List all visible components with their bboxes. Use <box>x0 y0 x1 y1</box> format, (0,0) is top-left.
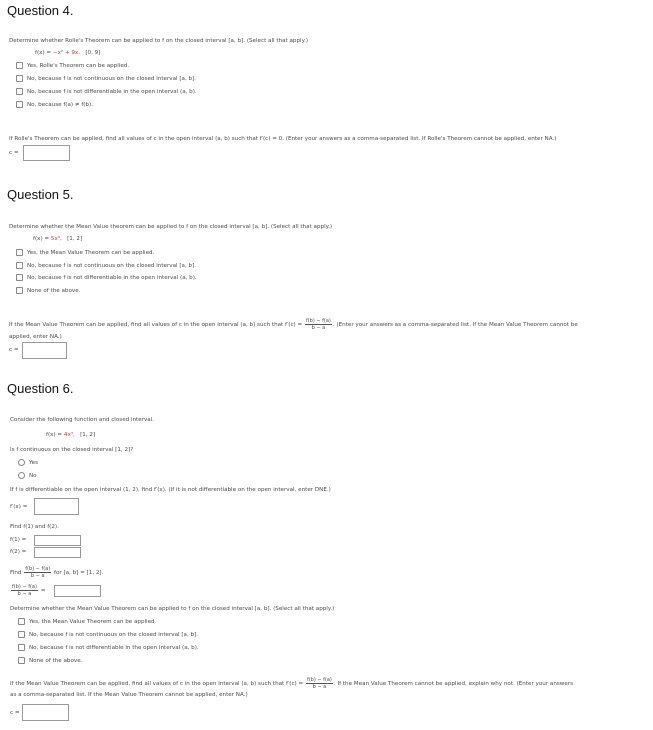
radio-label: Yes <box>29 460 39 466</box>
q5-func-lhs: f(x) = <box>33 236 51 242</box>
fraction-denominator: b − a <box>312 684 327 690</box>
q6-f2-input[interactable] <box>34 547 81 558</box>
q6-followup-part1: If the Mean Value Theorem can be applied, find all values of c in the open interval (a, b) such that f′(c) = <box>10 681 304 687</box>
q6-c-label: c = <box>10 710 20 716</box>
q6-option-1[interactable] <box>18 618 156 625</box>
option-label: None of the above. <box>29 658 83 664</box>
q4-option-4[interactable] <box>16 101 93 108</box>
q5-func-interval: [1, 2] <box>67 236 83 242</box>
option-label: No, because f(a) ≠ f(b). <box>27 102 94 108</box>
radio-button[interactable] <box>18 459 25 466</box>
q4-followup: If Rolle's Theorem can be applied, find all values of c in the open interval (a, b) such that f′(c) = 0. (Enter your answers as a comma-separated list. If Rolle's Theorem cannot be applied, enter NA.) <box>9 136 557 142</box>
checkbox[interactable] <box>16 88 23 95</box>
fraction-denominator: b − a <box>311 325 326 331</box>
q5-option-2[interactable] <box>16 262 196 269</box>
q6-f2-label: f(2) = <box>10 549 27 555</box>
fraction-numerator: f(b) − f(a) <box>306 677 332 683</box>
q5-option-3[interactable] <box>16 274 197 281</box>
q5-func-expr: 5x³, <box>50 236 62 242</box>
checkbox[interactable] <box>18 644 25 651</box>
q4-option-3[interactable] <box>16 88 197 95</box>
q6-followup-part2: . If the Mean Value Theorem cannot be applied, explain why not. (Enter your answers <box>333 681 574 687</box>
q6-fraction-input[interactable] <box>54 585 101 597</box>
checkbox[interactable] <box>16 262 23 269</box>
q6-f1-label: f(1) = <box>10 537 27 543</box>
option-label: No, because f is not differentiable in the open interval (a, b). <box>27 89 197 95</box>
checkbox[interactable] <box>16 274 23 281</box>
q6-radio-no[interactable] <box>18 472 37 479</box>
radio-button[interactable] <box>18 472 25 479</box>
question-5-title: Question 5. <box>7 187 74 202</box>
checkbox[interactable] <box>16 101 23 108</box>
checkbox[interactable] <box>18 631 25 638</box>
option-label: Yes, Rolle's Theorem can be applied. <box>27 63 130 69</box>
q5-c-input[interactable] <box>22 342 67 359</box>
q6-intro: Consider the following function and closed interval. <box>10 417 155 423</box>
option-label: No, because f is not continuous on the closed interval [a, b]. <box>29 632 199 638</box>
q5-followup-part2: . (Enter your answers as a comma-separated list. If the Mean Value Theorem cannot be <box>332 322 578 328</box>
q6-f1-input[interactable] <box>34 535 81 546</box>
q4-func-lhs: f(x) = <box>35 50 53 56</box>
q6-function <box>46 432 95 438</box>
q6-option-4[interactable] <box>18 657 82 664</box>
q6-option-2[interactable] <box>18 631 198 638</box>
q5-followup <box>9 318 578 331</box>
q5-option-4[interactable] <box>16 287 80 294</box>
q6-fprime-input[interactable] <box>34 498 79 515</box>
q6-option-3[interactable] <box>18 644 199 651</box>
q6-followup-fraction <box>306 677 333 690</box>
q6-func-lhs: f(x) = <box>46 432 64 438</box>
q6-diff-prompt: If f is differentiable on the open interval (1, 2), find f′(x). (If it is not differentiable on the open interval, enter DNE.) <box>10 487 331 493</box>
option-label: No, because f is not continuous on the closed interval [a, b]. <box>27 263 197 269</box>
fraction-numerator: f(b) − f(a) <box>305 318 331 324</box>
q4-c-label: c = <box>9 150 19 156</box>
fraction-numerator: f(b) − f(a) <box>12 584 37 590</box>
q6-followup <box>10 677 573 690</box>
q5-option-1[interactable] <box>16 249 154 256</box>
q6-find-f-prompt: Find f(1) and f(2). <box>10 524 59 530</box>
option-label: Yes, the Mean Value Theorem can be applied. <box>29 619 157 625</box>
option-label: No, because f is not differentiable in the open interval (a, b). <box>29 645 199 651</box>
q6-fprime-label: f′(x) = <box>10 504 28 510</box>
q6-c-input[interactable] <box>22 704 69 721</box>
q4-prompt: Determine whether Rolle's Theorem can be applied to f on the closed interval [a, b]. (Select all that apply.) <box>9 38 309 44</box>
checkbox[interactable] <box>16 249 23 256</box>
q4-func-expr: −x² + 9x, <box>52 50 81 56</box>
question-6-title: Question 6. <box>7 381 74 396</box>
q6-find-label: Find <box>10 570 22 576</box>
q5-fraction <box>305 318 332 331</box>
q6-continuity-question: Is f continuous on the closed interval [1, 2]? <box>10 447 134 453</box>
fraction-denominator: b − a <box>30 573 45 579</box>
q4-option-2[interactable] <box>16 75 196 82</box>
fraction-numerator: f(b) − f(a) <box>25 566 51 572</box>
q4-function <box>35 50 100 56</box>
q4-option-1[interactable] <box>16 62 129 69</box>
checkbox[interactable] <box>16 287 23 294</box>
q6-fraction-answer-row <box>10 584 45 597</box>
q5-followup-line2: applied, enter NA.) <box>9 334 62 340</box>
q6-radio-yes[interactable] <box>18 459 38 466</box>
option-label: No, because f is not continuous on the closed interval [a, b]. <box>27 76 197 82</box>
q6-mvt-prompt: Determine whether the Mean Value Theorem can be applied to f on the closed interval [a, b]. (Select all that apply.) <box>10 606 335 612</box>
checkbox[interactable] <box>16 62 23 69</box>
q5-function <box>33 236 82 242</box>
q6-func-interval: [1, 2] <box>80 432 96 438</box>
checkbox[interactable] <box>18 618 25 625</box>
q6-followup-line2: as a comma-separated list. If the Mean Value Theorem cannot be applied, enter NA.) <box>10 692 248 698</box>
equals-sign: = <box>40 588 46 594</box>
q5-followup-part1: If the Mean Value Theorem can be applied, find all values of c in the open interval (a, b) such that f′(c) = <box>9 322 303 328</box>
checkbox[interactable] <box>16 75 23 82</box>
radio-label: No <box>29 473 37 479</box>
q5-c-label: c = <box>9 347 19 353</box>
q6-find-fraction <box>10 566 103 579</box>
checkbox[interactable] <box>18 657 25 664</box>
option-label: Yes, the Mean Value Theorem can be applied. <box>27 250 155 256</box>
q4-c-input[interactable] <box>23 145 70 161</box>
question-4-title: Question 4. <box>7 3 74 18</box>
q6-fraction-lhs <box>11 584 38 597</box>
fraction-denominator: b − a <box>17 591 32 597</box>
q6-func-expr: 4x³, <box>63 432 75 438</box>
q6-find-suffix: for [a, b] = [1, 2]. <box>53 570 104 576</box>
option-label: No, because f is not differentiable in the open interval (a, b). <box>27 275 197 281</box>
q6-fraction <box>24 566 51 579</box>
q4-func-interval: [0, 9] <box>85 50 101 56</box>
option-label: None of the above. <box>27 288 81 294</box>
q5-prompt: Determine whether the Mean Value theorem can be applied to f on the closed interval [a, b]. (Select all that apply.) <box>9 224 333 230</box>
